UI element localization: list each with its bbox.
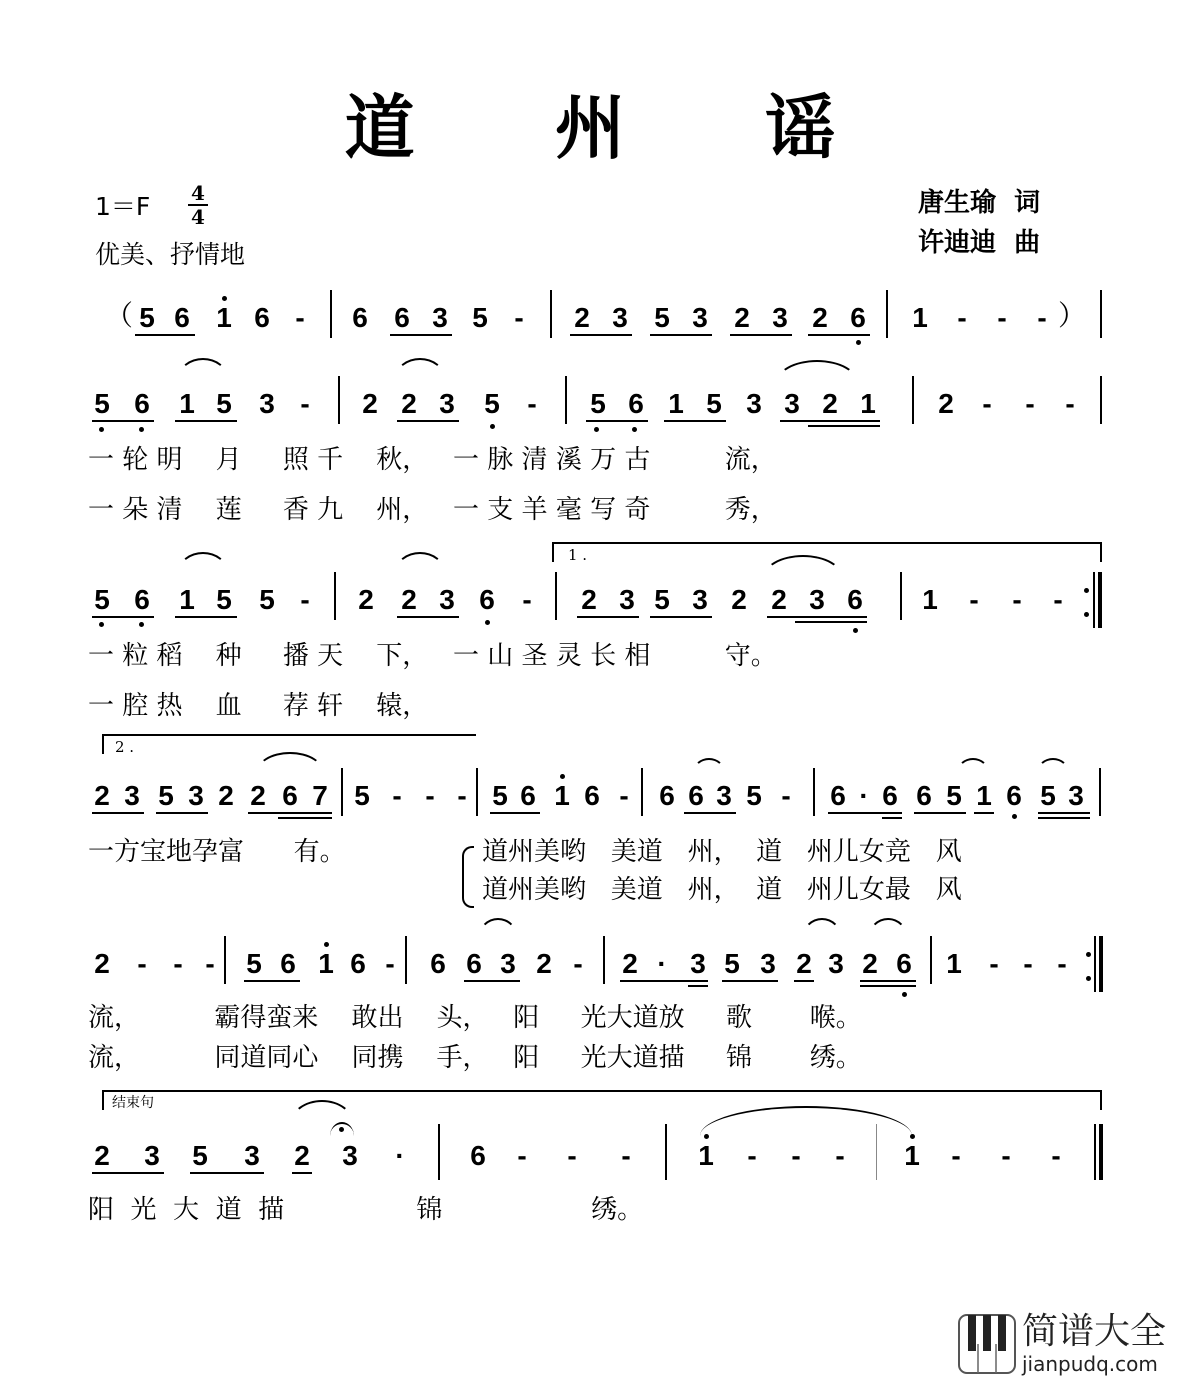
- high-octave-dot: [704, 1134, 709, 1139]
- lyricist-credit: 唐生瑜 词: [918, 188, 1041, 218]
- dash: -: [522, 584, 532, 615]
- note: 5: [1040, 780, 1056, 811]
- dash: -: [1001, 1140, 1011, 1171]
- note: 1: [912, 302, 928, 333]
- dash: -: [781, 780, 791, 811]
- dot: ·: [395, 1140, 405, 1171]
- underline: [664, 420, 726, 422]
- dot: ·: [657, 948, 667, 979]
- underline: [92, 420, 154, 422]
- dash: -: [392, 780, 402, 811]
- note: 5: [492, 780, 508, 811]
- note: 3: [692, 584, 708, 615]
- tie: [693, 758, 725, 772]
- note: 1: [179, 388, 195, 419]
- underline: [570, 334, 632, 336]
- note: 1: [904, 1140, 920, 1171]
- underline: [860, 980, 916, 982]
- lyrics-verse-2: 一 腔 热 血 荐 轩 辕，: [88, 691, 429, 721]
- piano-icon: [958, 1314, 1018, 1376]
- underline: [828, 812, 902, 814]
- note: 5: [654, 302, 670, 333]
- underline: [92, 616, 154, 618]
- watermark-url: jianpudq.com: [1022, 1352, 1158, 1376]
- note: 2: [218, 780, 234, 811]
- low-octave-dot: [853, 628, 858, 633]
- volta-2-label: 2 .: [115, 738, 135, 756]
- underline-double: [860, 985, 916, 987]
- ending-bracket: [102, 1090, 1102, 1110]
- note: 5: [946, 780, 962, 811]
- note: 6: [584, 780, 600, 811]
- note: 5: [590, 388, 606, 419]
- note: 2: [734, 302, 750, 333]
- final-barline: [1099, 1124, 1103, 1180]
- dash: -: [997, 302, 1007, 333]
- low-octave-dot: [1012, 814, 1017, 819]
- lyrics-verse-2: 道州美哟 美道 州， 道 州儿女最 风: [482, 875, 962, 905]
- note: 3: [692, 302, 708, 333]
- barline: [813, 768, 815, 816]
- note: 2: [581, 584, 597, 615]
- note: 1: [698, 1140, 714, 1171]
- dash: -: [517, 1140, 527, 1171]
- underline: [156, 812, 208, 814]
- note: 3: [772, 302, 788, 333]
- lyrics-verse-1: 道州美哟 美道 州， 道 州儿女竞 风: [482, 837, 962, 867]
- note: 6: [659, 780, 675, 811]
- tie: [957, 758, 989, 772]
- low-octave-dot: [632, 427, 637, 432]
- repeat-dot: [1084, 612, 1089, 617]
- note: 6: [850, 302, 866, 333]
- note: 3: [432, 302, 448, 333]
- note: 5: [192, 1140, 208, 1171]
- underline: [767, 616, 867, 618]
- slur: [775, 360, 859, 384]
- note: 5: [158, 780, 174, 811]
- barline: [930, 936, 932, 984]
- slur: [255, 752, 325, 774]
- dash: -: [295, 302, 305, 333]
- note: 3: [809, 584, 825, 615]
- dash: -: [621, 1140, 631, 1171]
- underline: [248, 812, 332, 814]
- low-octave-dot: [139, 622, 144, 627]
- note: 6: [134, 388, 150, 419]
- dash: -: [567, 1140, 577, 1171]
- low-octave-dot: [485, 620, 490, 625]
- lyrics-verse-1: 流， 霸得蛮来 敢出 头， 阳 光大道放 歌 喉。: [88, 1003, 862, 1033]
- barline: [405, 936, 407, 984]
- low-octave-dot: [139, 427, 144, 432]
- barline: [912, 376, 914, 424]
- note: 3: [500, 948, 516, 979]
- underline: [244, 980, 300, 982]
- underline: [292, 1172, 312, 1174]
- note: 3: [259, 388, 275, 419]
- note: 1: [922, 584, 938, 615]
- underline: [190, 1172, 264, 1174]
- note: 2: [536, 948, 552, 979]
- note: 2: [294, 1140, 310, 1171]
- note: 1: [860, 388, 876, 419]
- barline: [330, 290, 332, 338]
- barline-dotted: [876, 1124, 877, 1180]
- underline: [397, 420, 459, 422]
- dash: -: [1025, 388, 1035, 419]
- note: 3: [690, 948, 706, 979]
- time-sig-bottom: 4: [191, 205, 205, 229]
- underline-double: [882, 817, 902, 819]
- note: 2: [401, 388, 417, 419]
- high-octave-dot: [222, 296, 227, 301]
- note: 1: [179, 584, 195, 615]
- low-octave-dot: [856, 340, 861, 345]
- dash: -: [137, 948, 147, 979]
- dash: -: [969, 584, 979, 615]
- repeat-end-barline: [1098, 572, 1102, 628]
- note: 3: [784, 388, 800, 419]
- dash: -: [835, 1140, 845, 1171]
- barline: [565, 376, 567, 424]
- underline-double: [795, 621, 867, 623]
- dash: -: [1037, 302, 1047, 333]
- tempo-marking: 优美、抒情地: [95, 240, 246, 269]
- barline: [1100, 376, 1102, 424]
- note: 3: [612, 302, 628, 333]
- note: 2: [362, 388, 378, 419]
- tie: [395, 358, 445, 378]
- underline-double: [688, 985, 708, 987]
- volta-2-bracket: [102, 734, 476, 754]
- composer-credit: 许迪迪 曲: [918, 228, 1041, 258]
- dash: -: [791, 1140, 801, 1171]
- barline: [1100, 290, 1102, 338]
- key-signature: 1＝F: [95, 192, 151, 221]
- close-paren: ）: [1058, 299, 1087, 332]
- note: 6: [479, 584, 495, 615]
- barline: [338, 376, 340, 424]
- note: 1: [946, 948, 962, 979]
- tie: [1037, 758, 1069, 772]
- lyrics-verse-2: 流， 同道同心 同携 手， 阳 光大道描 锦 绣。: [88, 1043, 862, 1073]
- note: 2: [401, 584, 417, 615]
- note: 5: [654, 584, 670, 615]
- note: 3: [439, 388, 455, 419]
- note: 3: [619, 584, 635, 615]
- tie: [395, 552, 445, 572]
- dash: -: [173, 948, 183, 979]
- dash: -: [1065, 388, 1075, 419]
- dash: -: [1012, 584, 1022, 615]
- note: 6: [350, 948, 366, 979]
- note: 3: [244, 1140, 260, 1171]
- note: 3: [828, 948, 844, 979]
- barline: [603, 936, 605, 984]
- barline: [550, 290, 552, 338]
- underline: [808, 334, 870, 336]
- note: 6: [916, 780, 932, 811]
- barline: [555, 572, 557, 620]
- underline: [722, 980, 778, 982]
- underline: [914, 812, 966, 814]
- song-title: 道 州 谣: [344, 86, 894, 169]
- low-octave-dot: [99, 622, 104, 627]
- barline: [334, 572, 336, 620]
- barline: [641, 768, 643, 816]
- note: 5: [472, 302, 488, 333]
- dash: -: [951, 1140, 961, 1171]
- dash: -: [982, 388, 992, 419]
- underline: [397, 616, 459, 618]
- note: 5: [259, 584, 275, 615]
- high-octave-dot: [910, 1134, 915, 1139]
- note: 2: [731, 584, 747, 615]
- underline: [650, 334, 712, 336]
- low-octave-dot: [490, 424, 495, 429]
- note: 6: [394, 302, 410, 333]
- note: 6: [830, 780, 846, 811]
- dash: -: [989, 948, 999, 979]
- high-octave-dot: [560, 774, 565, 779]
- tie: [178, 358, 228, 378]
- note: 2: [574, 302, 590, 333]
- dash: -: [573, 948, 583, 979]
- note: 6: [628, 388, 644, 419]
- underline: [92, 812, 144, 814]
- note: 3: [746, 388, 762, 419]
- note: 6: [882, 780, 898, 811]
- note: 2: [358, 584, 374, 615]
- underline: [586, 420, 648, 422]
- barline: [886, 290, 888, 338]
- underline: [794, 980, 814, 982]
- lyrics-verse-1: 一 轮 明 月 照 千 秋， 一 脉 清 溪 万 古 流，: [88, 445, 777, 475]
- tie: [802, 918, 842, 938]
- note: 6: [688, 780, 704, 811]
- underline-double: [1038, 817, 1090, 819]
- barline: [1094, 1124, 1096, 1180]
- note: 5: [216, 388, 232, 419]
- dash: -: [457, 780, 467, 811]
- note: 2: [822, 388, 838, 419]
- note: 3: [1068, 780, 1084, 811]
- repeat-dot: [1084, 588, 1089, 593]
- dash: -: [957, 302, 967, 333]
- note: 5: [94, 388, 110, 419]
- volta-1-label: 1 .: [568, 546, 588, 564]
- note: 3: [342, 1140, 358, 1171]
- underline: [974, 812, 994, 814]
- barline: [900, 572, 902, 620]
- dash: -: [1057, 948, 1067, 979]
- note: 2: [250, 780, 266, 811]
- note: 2: [812, 302, 828, 333]
- note: 6: [520, 780, 536, 811]
- watermark-logo: [958, 1312, 1178, 1378]
- underline: [135, 334, 195, 336]
- underline: [650, 616, 712, 618]
- note: 5: [724, 948, 740, 979]
- dash: -: [385, 948, 395, 979]
- note: 2: [771, 584, 787, 615]
- note: 3: [144, 1140, 160, 1171]
- dash: -: [300, 584, 310, 615]
- note: 6: [280, 948, 296, 979]
- underline-double: [808, 425, 880, 427]
- barline: [341, 768, 343, 816]
- note: 6: [1006, 780, 1022, 811]
- note: 6: [134, 584, 150, 615]
- note: 5: [139, 302, 155, 333]
- note: 6: [430, 948, 446, 979]
- dash: -: [1053, 584, 1063, 615]
- note: 2: [938, 388, 954, 419]
- repeat-dot: [1086, 952, 1091, 957]
- tie: [178, 552, 228, 572]
- note: 3: [439, 584, 455, 615]
- note: 2: [862, 948, 878, 979]
- underline: [684, 812, 736, 814]
- barline: [1099, 768, 1101, 816]
- underline: [577, 616, 639, 618]
- dash: -: [1051, 1140, 1061, 1171]
- tie: [478, 918, 518, 938]
- note: 2: [94, 1140, 110, 1171]
- dash: -: [747, 1140, 757, 1171]
- barline: [224, 936, 226, 984]
- underline-double: [278, 817, 332, 819]
- note: 1: [216, 302, 232, 333]
- barline: [665, 1124, 667, 1180]
- lyrics-verse-1: 一 粒 稻 种 播 天 下， 一 山 圣 灵 长 相 守。: [88, 641, 777, 671]
- dash: -: [514, 302, 524, 333]
- note: 2: [94, 780, 110, 811]
- tie: [868, 918, 908, 938]
- lyrics-ending: 阳 光 大 道 描 锦 绣。: [88, 1195, 644, 1225]
- dash: -: [425, 780, 435, 811]
- underline: [780, 420, 880, 422]
- note: 3: [124, 780, 140, 811]
- note: 5: [246, 948, 262, 979]
- barline: [476, 768, 478, 816]
- note: 1: [976, 780, 992, 811]
- low-octave-dot: [902, 992, 907, 997]
- note: 5: [746, 780, 762, 811]
- time-signature: [186, 182, 210, 228]
- lyrics-verse-2: 一 朵 清 莲 香 九 州， 一 支 羊 毫 写 奇 秀，: [88, 495, 777, 525]
- note: 5: [706, 388, 722, 419]
- underline: [730, 334, 792, 336]
- note: 7: [312, 780, 328, 811]
- note: 6: [466, 948, 482, 979]
- dash: -: [527, 388, 537, 419]
- note: 5: [216, 584, 232, 615]
- repeat-dot: [1086, 976, 1091, 981]
- low-octave-dot: [594, 427, 599, 432]
- note: 1: [554, 780, 570, 811]
- note: 1: [668, 388, 684, 419]
- underline: [1038, 812, 1090, 814]
- repeat-end-barline: [1099, 936, 1103, 992]
- note: 3: [716, 780, 732, 811]
- underline: [92, 1172, 164, 1174]
- low-octave-dot: [99, 427, 104, 432]
- note: 6: [847, 584, 863, 615]
- lyrics-main: 一方宝地孕富 有。: [88, 837, 346, 867]
- note: 6: [174, 302, 190, 333]
- ending-label: 结束句: [112, 1095, 154, 1111]
- note: 6: [254, 302, 270, 333]
- underline: [175, 420, 237, 422]
- barline: [1093, 572, 1095, 628]
- note: 6: [896, 948, 912, 979]
- note: 6: [470, 1140, 486, 1171]
- verse-brace: [462, 846, 474, 908]
- high-octave-dot: [324, 942, 329, 947]
- watermark-brand: 简谱大全: [1022, 1311, 1167, 1352]
- underline: [390, 334, 452, 336]
- note: 3: [760, 948, 776, 979]
- note: 5: [354, 780, 370, 811]
- barline: [1094, 936, 1096, 992]
- dash: -: [1023, 948, 1033, 979]
- dash: -: [300, 388, 310, 419]
- tie: [700, 1106, 912, 1136]
- dash: -: [205, 948, 215, 979]
- underline: [175, 616, 237, 618]
- open-paren: （: [105, 299, 134, 332]
- time-sig-top: 4: [191, 181, 205, 205]
- dot: ·: [859, 780, 869, 811]
- note: 3: [188, 780, 204, 811]
- dash: -: [619, 780, 629, 811]
- note: 5: [484, 388, 500, 419]
- underline: [464, 980, 520, 982]
- note: 2: [622, 948, 638, 979]
- underline: [490, 812, 540, 814]
- note: 6: [352, 302, 368, 333]
- note: 1: [318, 948, 334, 979]
- barline: [438, 1124, 440, 1180]
- note: 2: [796, 948, 812, 979]
- fermata-dot: [339, 1127, 344, 1132]
- note: 5: [94, 584, 110, 615]
- note: 6: [282, 780, 298, 811]
- note: 2: [94, 948, 110, 979]
- underline: [620, 980, 708, 982]
